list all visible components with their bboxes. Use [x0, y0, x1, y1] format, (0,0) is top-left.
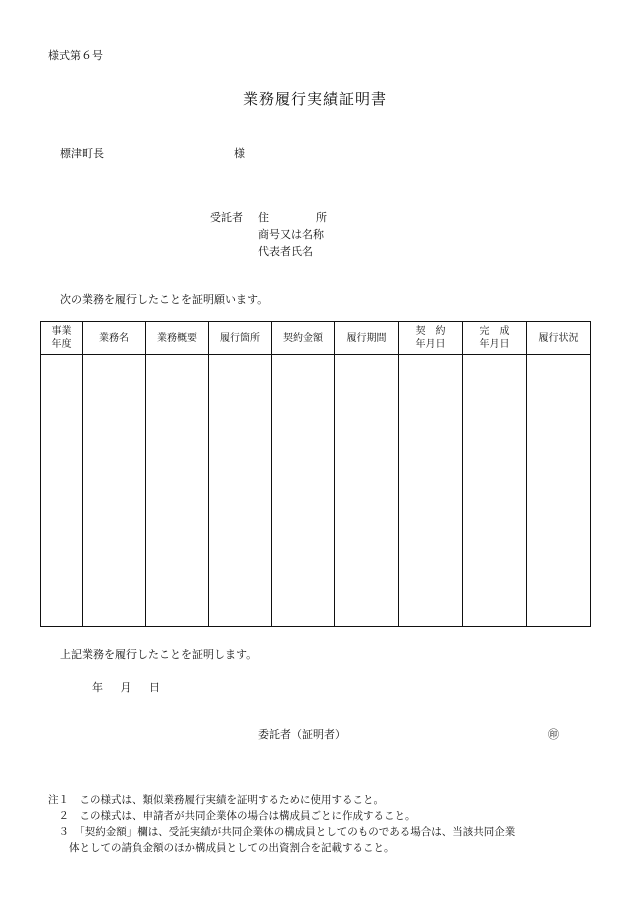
trustee-label: 受託者 — [210, 211, 243, 224]
note-3: ３ 「契約金額」欄は、受託実績が共同企業体の構成員としてのものである場合は、当該共同企業 — [48, 826, 516, 838]
form-number: 様式第６号 — [48, 49, 103, 62]
addressee: 標津町長 — [60, 147, 104, 160]
col-fiscal-year: 事業 年度 — [41, 322, 83, 355]
table-cell[interactable] — [335, 355, 399, 627]
address-label-2: 所 — [316, 211, 327, 224]
col-work-summary: 業務概要 — [146, 322, 209, 355]
company-name-label: 商号又は名称 — [258, 228, 324, 241]
table-cell[interactable] — [463, 355, 527, 627]
table-cell[interactable] — [272, 355, 335, 627]
commissioner-label: 委託者（証明者） — [258, 728, 346, 741]
notes — [48, 792, 515, 856]
table-cell[interactable] — [83, 355, 146, 627]
note-2: ２ この様式は、申請者が共同企業体の場合は構成員ごとに作成すること。 — [48, 810, 416, 822]
col-contract-date: 契 約 年月日 — [399, 322, 463, 355]
confirm-text: 上記業務を履行したことを証明します。 — [60, 648, 258, 661]
col-contract-amount: 契約金額 — [272, 322, 335, 355]
honorific: 様 — [234, 147, 245, 160]
table-cell[interactable] — [146, 355, 209, 627]
col-completion-date: 完 成 年月日 — [463, 322, 527, 355]
representative-label: 代表者氏名 — [258, 245, 313, 258]
address-label: 住 — [258, 211, 269, 224]
document-title: 業務履行実績証明書 — [242, 90, 387, 108]
table-cell[interactable] — [41, 355, 83, 627]
date-line: 年 月 日 — [92, 681, 160, 694]
seal-mark: ㊞ — [548, 728, 559, 741]
note-1: 注１ この様式は、類似業務履行実績を証明するために使用すること。 — [48, 794, 384, 806]
col-period: 履行期間 — [335, 322, 399, 355]
note-3-cont: 体としての請負金額のほか構成員としての出資割合を記載すること。 — [48, 842, 395, 854]
table-header-row — [41, 322, 591, 355]
col-location: 履行箇所 — [209, 322, 272, 355]
table-cell[interactable] — [209, 355, 272, 627]
table-cell[interactable] — [399, 355, 463, 627]
records-table — [40, 321, 591, 627]
table-row — [41, 355, 591, 627]
table-cell[interactable] — [527, 355, 591, 627]
col-work-name: 業務名 — [83, 322, 146, 355]
col-status: 履行状況 — [527, 322, 591, 355]
request-text: 次の業務を履行したことを証明願います。 — [60, 293, 269, 306]
